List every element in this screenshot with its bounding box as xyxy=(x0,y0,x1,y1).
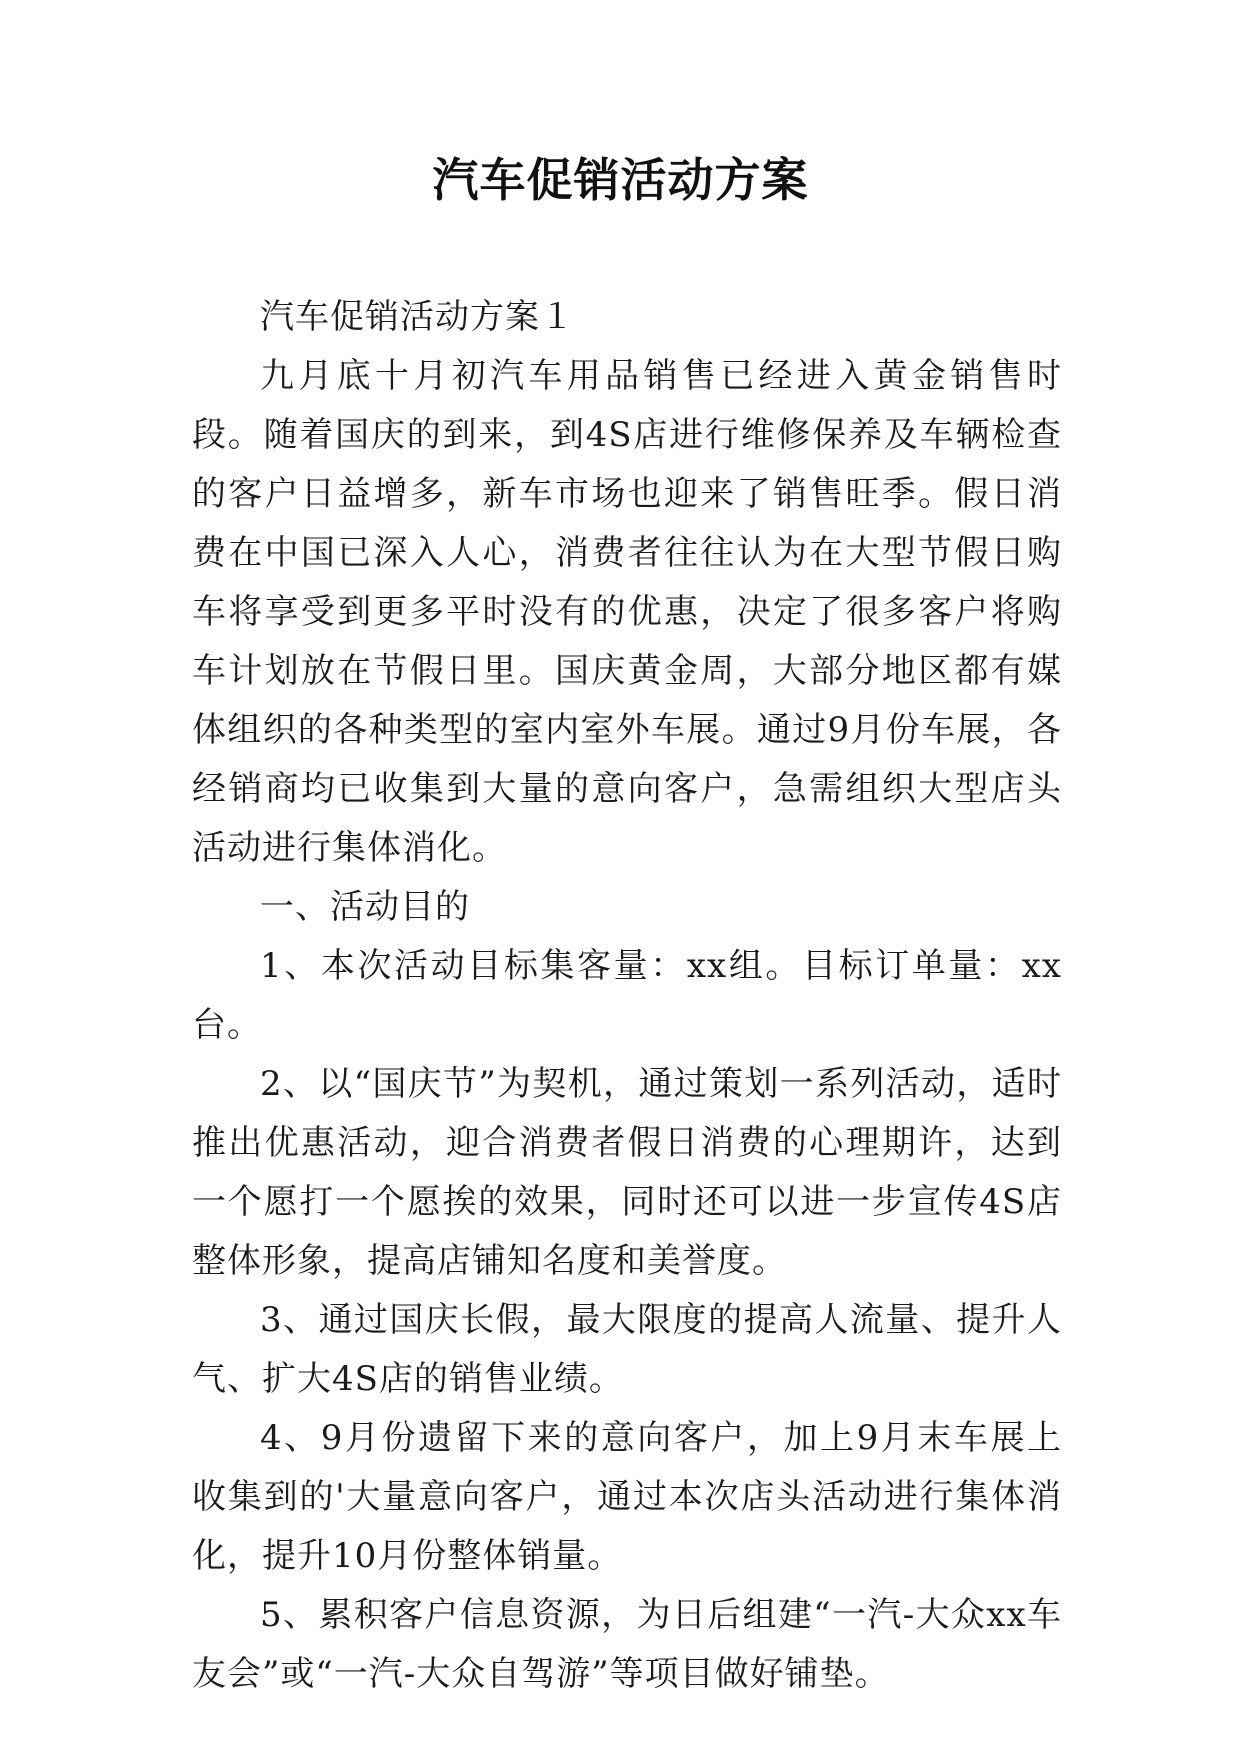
goal-item-3: 3、通过国庆长假，最大限度的提高人流量、提升人气、扩大4S店的销售业绩。 xyxy=(192,1300,1062,1399)
section-subtitle: 汽车促销活动方案１ xyxy=(260,297,575,337)
goal-item-4: 4、9月份遗留下来的意向客户，加上9月末车展上收集到的'大量意向客户，通过本次店头活动进行集体消化，提升10月份整体销量。 xyxy=(192,1418,1062,1576)
document-title: 汽车促销活动方案 xyxy=(432,153,809,207)
goal-item-1: 1、本次活动目标集客量：xx组。目标订单量：xx台。 xyxy=(192,946,1062,1045)
goal-item-2: 2、以“国庆节”为契机，通过策划一系列活动，适时推出优惠活动，迎合消费者假日消费的心理期许，达到一个愿打一个愿挨的效果，同时还可以进一步宣传4S店整体形象，提高店铺知名度和美誉度。 xyxy=(192,1064,1062,1281)
section-heading-goals: 一、活动目的 xyxy=(260,887,470,927)
intro-paragraph: 九月底十月初汽车用品销售已经进入黄金销售时段。随着国庆的到来，到4S店进行维修保养及车辆检查的客户日益增多，新车市场也迎来了销售旺季。假日消费在中国已深入人心，消费者往往认为在大型节假日购车将享受到更多平时没有的优惠，决定了很多客户将购车计划放在节假日里。国庆黄金周，大部分地区都有媒体组织的各种类型的室内室外车展。通过9月份车展，各经销商均已收集到大量的意向客户，急需组织大型店头活动进行集体消化。 xyxy=(192,356,1062,868)
document-body xyxy=(192,288,1062,1704)
goal-item-5: 5、累积客户信息资源，为日后组建“一汽-大众xx车友会”或“一汽-大众自驾游”等项目做好铺垫。 xyxy=(192,1595,1062,1694)
